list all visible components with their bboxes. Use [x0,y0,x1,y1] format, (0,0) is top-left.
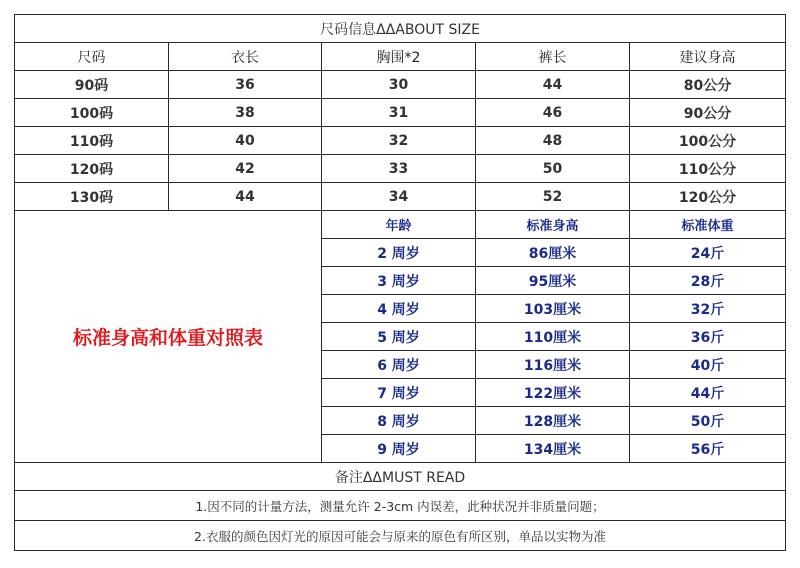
age-cell: 2 周岁 [322,239,476,267]
table-row [15,127,786,155]
header-size: 尺码 [15,43,169,71]
header-age: 年龄 [322,211,476,239]
standard-height-cell: 95厘米 [476,267,630,295]
length-cell: 38 [169,99,322,127]
pants-length-cell: 48 [476,127,630,155]
header-length: 衣长 [169,43,322,71]
standard-height-cell: 134厘米 [476,435,630,463]
length-cell: 40 [169,127,322,155]
pants-length-cell: 44 [476,71,630,99]
height-cell: 110公分 [630,155,786,183]
reference-chart-label: 标准身高和体重对照表 [15,211,322,463]
size-cell: 130码 [15,183,169,211]
pants-length-cell: 52 [476,183,630,211]
age-cell: 7 周岁 [322,379,476,407]
length-cell: 42 [169,155,322,183]
chest-cell: 33 [322,155,476,183]
age-cell: 9 周岁 [322,435,476,463]
table-row [15,155,786,183]
size-cell: 90码 [15,71,169,99]
chest-cell: 32 [322,127,476,155]
standard-weight-cell: 36斤 [630,323,786,351]
age-cell: 4 周岁 [322,295,476,323]
header-suggested-height: 建议身高 [630,43,786,71]
size-cell: 100码 [15,99,169,127]
header-pants-length: 裤长 [476,43,630,71]
length-cell: 36 [169,71,322,99]
standard-height-cell: 116厘米 [476,351,630,379]
standard-height-cell: 128厘米 [476,407,630,435]
age-cell: 8 周岁 [322,407,476,435]
chest-cell: 31 [322,99,476,127]
length-cell: 44 [169,183,322,211]
pants-length-cell: 50 [476,155,630,183]
height-cell: 80公分 [630,71,786,99]
standard-weight-cell: 32斤 [630,295,786,323]
standard-weight-cell: 44斤 [630,379,786,407]
height-cell: 100公分 [630,127,786,155]
standard-height-cell: 110厘米 [476,323,630,351]
table-row [15,71,786,99]
pants-length-cell: 46 [476,99,630,127]
chest-cell: 34 [322,183,476,211]
notes-title: 备注ΔΔMUST READ [15,463,786,491]
standard-height-cell: 122厘米 [476,379,630,407]
height-cell: 120公分 [630,183,786,211]
standard-height-cell: 103厘米 [476,295,630,323]
standard-weight-cell: 50斤 [630,407,786,435]
standard-weight-cell: 28斤 [630,267,786,295]
standard-weight-cell: 24斤 [630,239,786,267]
header-standard-weight: 标准体重 [630,211,786,239]
age-cell: 5 周岁 [322,323,476,351]
note-line: 2.衣服的颜色因灯光的原因可能会与原来的原色有所区别，单品以实物为准 [15,521,786,551]
age-cell: 6 周岁 [322,351,476,379]
age-cell: 3 周岁 [322,267,476,295]
height-cell: 90公分 [630,99,786,127]
table-row [15,99,786,127]
table-row [15,183,786,211]
table-title: 尺码信息ΔΔABOUT SIZE [15,15,786,43]
standard-weight-cell: 56斤 [630,435,786,463]
header-standard-height: 标准身高 [476,211,630,239]
size-cell: 110码 [15,127,169,155]
size-info-table [14,14,786,551]
standard-weight-cell: 40斤 [630,351,786,379]
standard-height-cell: 86厘米 [476,239,630,267]
note-line: 1.因不同的计量方法，测量允许 2-3cm 内误差，此种状况并非质量问题； [15,491,786,521]
chest-cell: 30 [322,71,476,99]
size-cell: 120码 [15,155,169,183]
header-chest: 胸围*2 [322,43,476,71]
reference-header-row [15,211,786,239]
